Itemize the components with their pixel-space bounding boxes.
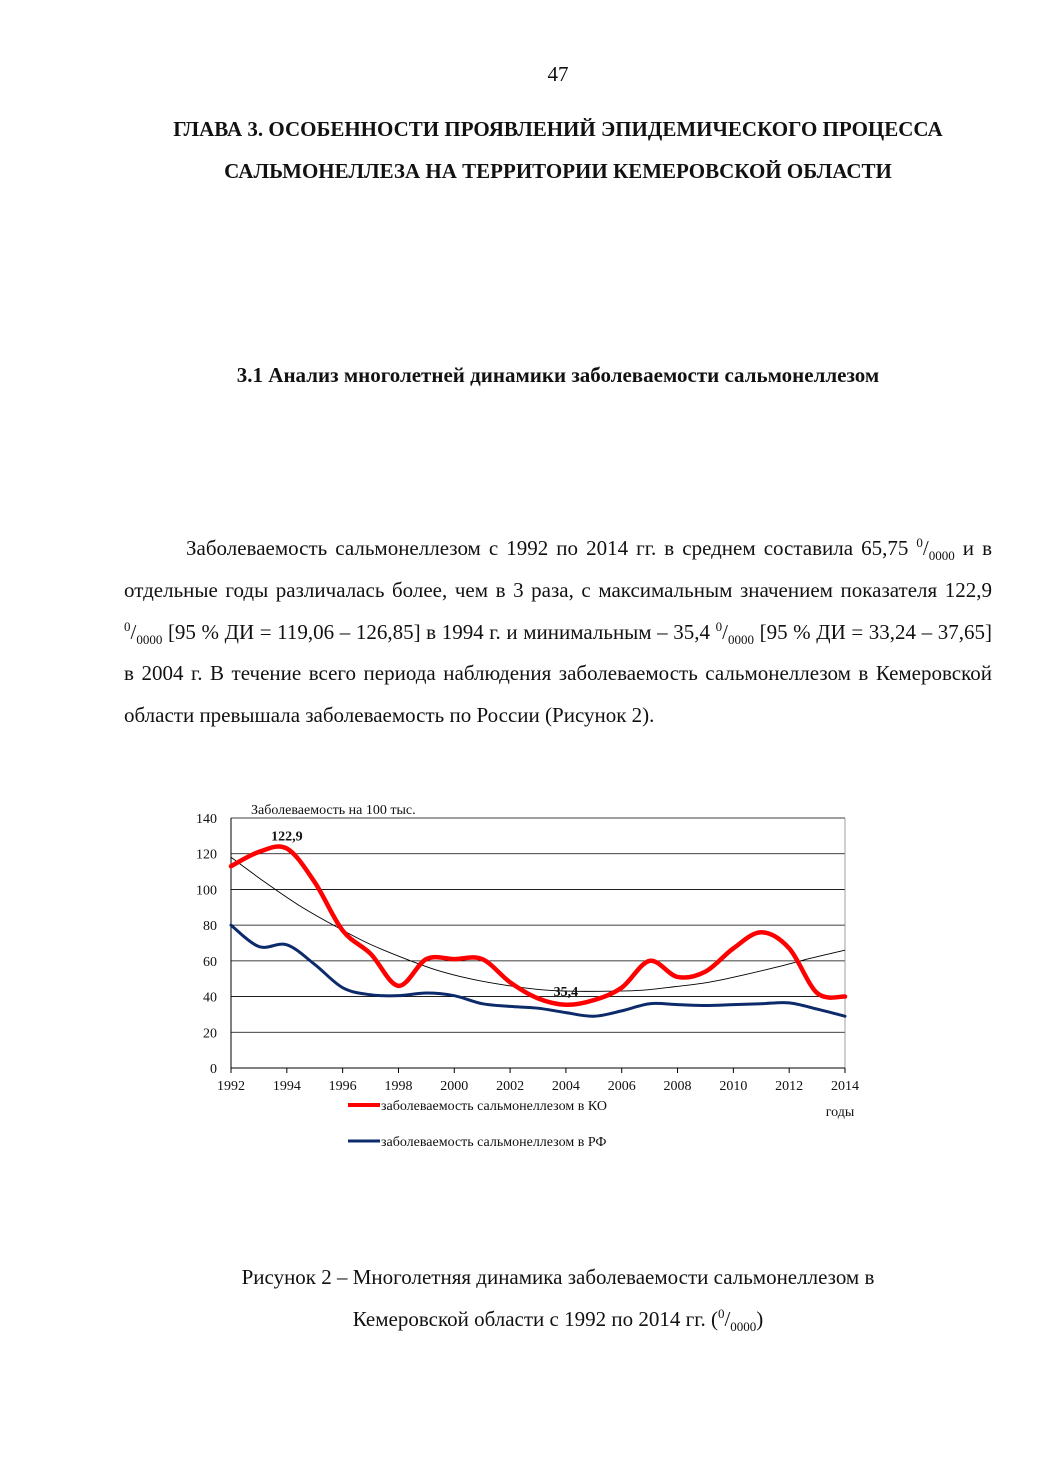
caption-unit-sub: 0000 xyxy=(730,1319,757,1335)
y-tick-label: 100 xyxy=(196,883,217,899)
x-tick-label: 2004 xyxy=(551,1079,580,1094)
x-tick-label: 2008 xyxy=(663,1079,692,1094)
x-tick-label: 2006 xyxy=(607,1079,636,1094)
x-tick-label: 1996 xyxy=(328,1079,357,1094)
figure-caption xyxy=(130,1256,986,1340)
unit-sup: 0 xyxy=(715,618,723,634)
series-line-ko xyxy=(231,846,845,1004)
x-axis-title: годы xyxy=(825,1105,855,1120)
unit-sub: 0000 xyxy=(727,631,754,647)
y-tick-label: 20 xyxy=(203,1026,217,1042)
y-tick-label: 0 xyxy=(210,1062,217,1077)
unit-sub: 0000 xyxy=(928,548,955,564)
caption-unit-sup: 0 xyxy=(717,1306,725,1321)
x-tick-label: 2014 xyxy=(831,1079,859,1094)
unit-sup: 0 xyxy=(124,618,131,634)
x-tick-label: 2012 xyxy=(775,1079,804,1094)
x-tick-label: 2002 xyxy=(496,1079,525,1094)
caption-suffix: ) xyxy=(756,1307,764,1331)
x-tick-label: 1992 xyxy=(217,1079,245,1094)
legend-label: заболеваемость сальмонеллезом в КО xyxy=(381,1099,607,1114)
unit-sub: 0000 xyxy=(136,631,163,647)
para-text-3: [95 % ДИ = 119,06 – 126,85] в 1994 г. и минимальным – 35,4 xyxy=(162,619,716,644)
x-tick-label: 1998 xyxy=(384,1079,413,1094)
data-label: 35,4 xyxy=(553,984,579,1000)
page-number: 47 xyxy=(547,62,569,86)
y-tick-label: 120 xyxy=(196,847,217,863)
x-tick-label: 2000 xyxy=(440,1079,469,1094)
y-axis-title: Заболеваемость на 100 тыс. xyxy=(251,803,416,818)
caption-line-2: Кемеровской области с 1992 по 2014 гг. $(^0/_{0000})$ xyxy=(352,1306,764,1335)
body-paragraph: Заболеваемость сальмонеллезом с 1992 по 2014 гг. в среднем составила 65,75 $^0/_{0000}$ и в отдельные годы различалась более, чем в 3 раза, с максимальным значением показателя 122,9 $^0/_{0000}$ [95 % ДИ = 119,06 – 126,85] в 1994 г. и минимальным – 35,4 $^0/_{0000}$ [95 % ДИ = 33,24 – 37,65] в 2004 г. В течение всего периода наблюдения заболеваемость сальмонеллезом в Кемеровской области превышала заболеваемость по России (Рисунок 2). xyxy=(124,535,993,728)
para-text-1: Заболеваемость сальмонеллезом с 1992 по 2014 гг. в среднем составила 65,75 xyxy=(186,536,917,560)
data-label: 122,9 xyxy=(271,829,303,845)
legend-label: заболеваемость сальмонеллезом в РФ xyxy=(381,1135,607,1150)
x-tick-label: 1994 xyxy=(272,1079,301,1094)
y-tick-label: 80 xyxy=(203,919,217,935)
unit-sup: 0 xyxy=(916,535,923,550)
y-tick-label: 60 xyxy=(203,954,217,970)
para-text-2: и в отдельные годы различалась более, чем в 3 раза, с максимальным значением показателя 122,9 xyxy=(124,536,993,602)
incidence-line-chart xyxy=(188,792,888,1162)
series-line-rf xyxy=(231,925,845,1016)
y-tick-label: 40 xyxy=(203,990,217,1006)
caption-prefix: Кемеровской области с 1992 по 2014 гг. ( xyxy=(352,1307,718,1331)
x-tick-label: 2010 xyxy=(719,1079,748,1094)
section-title: 3.1 Анализ многолетней динамики заболеваемости сальмонеллезом xyxy=(236,363,880,387)
caption-line-1: Рисунок 2 – Многолетняя динамика заболеваемости сальмонеллезом в xyxy=(241,1265,875,1289)
para-text-4: [95 % ДИ = 33,24 – 37,65] в 2004 г. В течение всего периода наблюдения заболеваемость сальмонеллезом в Кемеровской области превышала заболеваемость по России (Рисунок 2). xyxy=(124,619,992,728)
y-tick-label: 140 xyxy=(196,812,217,827)
chapter-title: ГЛАВА 3. ОСОБЕННОСТИ ПРОЯВЛЕНИЙ ЭПИДЕМИЧЕСКОГО ПРОЦЕССА САЛЬМОНЕЛЛЕЗА НА ТЕРРИТОРИИ КЕМЕРОВСКОЙ ОБЛАСТИ xyxy=(173,117,943,183)
